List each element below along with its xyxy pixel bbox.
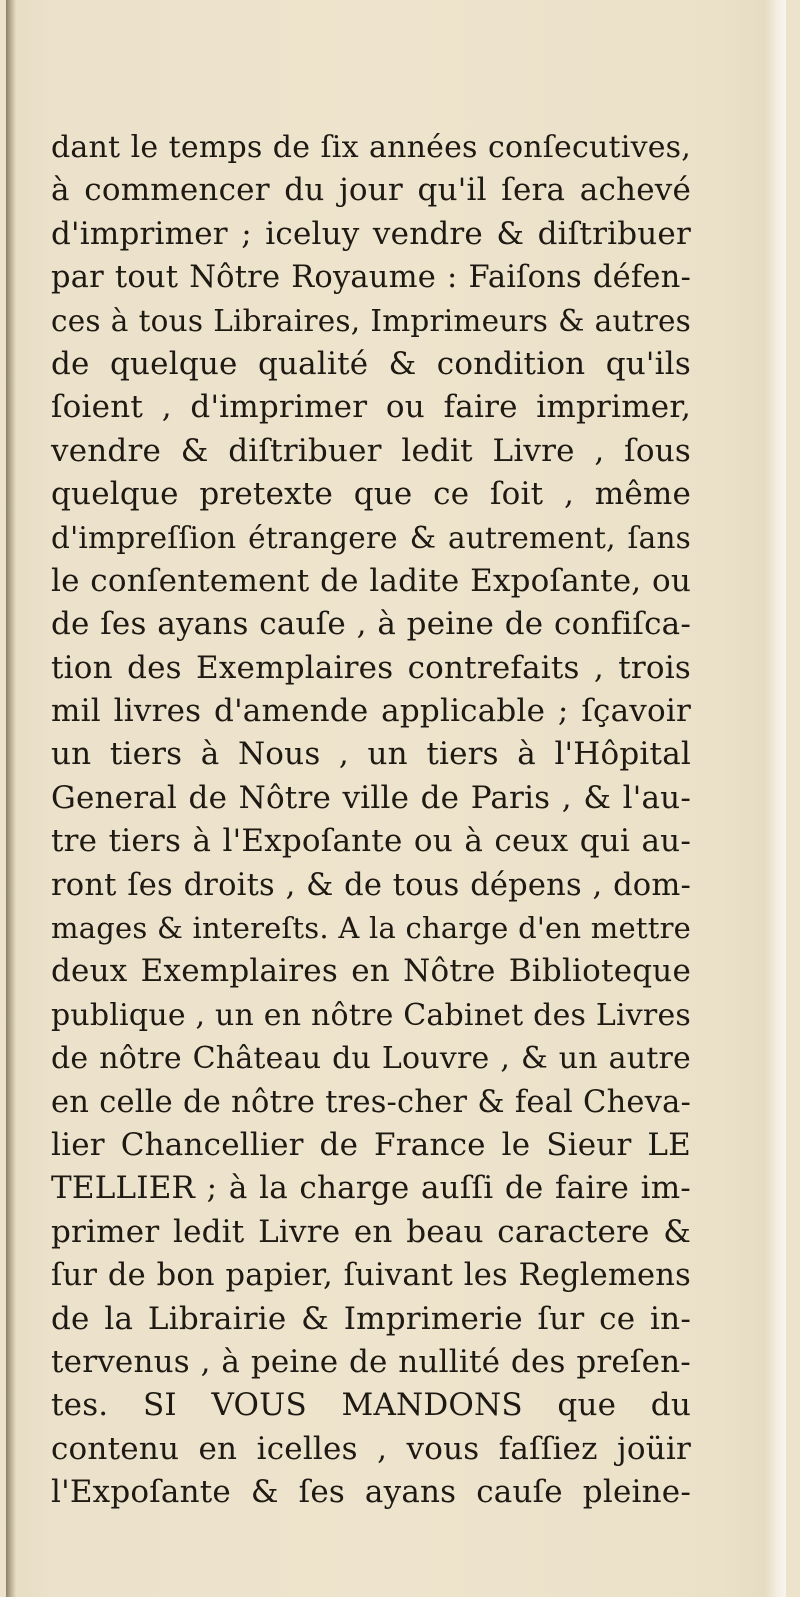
text-line: contenu en icelles , vous faſſiez joüir [51, 1430, 691, 1467]
text-line: en celle de nôtre tres-cher & feal Cheva- [51, 1084, 691, 1120]
text-line: mil livres d'amende applicable ; ſçavoir [51, 693, 691, 730]
text-line: de ſes ayans cauſe , à peine de confiſca- [51, 606, 691, 643]
text-line: ſur de bon papier, ſuivant les Reglemens [51, 1258, 691, 1294]
text-line: à commencer du jour qu'il ſera achevé [51, 172, 691, 209]
text-line: mages & intereſts. A la charge d'en mettre [51, 911, 691, 946]
text-line: l'Expoſante & ſes ayans cauſe pleine- [51, 1474, 691, 1511]
text-line: quelque pretexte que ce ſoit , même [51, 476, 691, 513]
text-line: deux Exemplaires en Nôtre Biblioteque [51, 953, 691, 990]
text-line: d'imprimer ; iceluy vendre & diſtribuer [51, 215, 691, 252]
text-line: par tout Nôtre Royaume : Faiſons défen- [51, 260, 691, 296]
text-line: ſoient , d'imprimer ou faire imprimer, [51, 389, 691, 426]
body-text [51, 126, 691, 1515]
text-line: tion des Exemplaires contrefaits , trois [51, 649, 691, 686]
book-page [6, 0, 786, 1597]
text-line: un tiers à Nous , un tiers à l'Hôpital [51, 736, 691, 773]
text-line: publique , un en nôtre Cabinet des Livres [51, 997, 692, 1033]
text-line: vendre & diſtribuer ledit Livre , ſous [51, 432, 691, 469]
text-line: dant le temps de ſix années conſecutives, [51, 130, 691, 165]
text-line: le conſentement de ladite Expoſante, ou [51, 562, 691, 599]
text-line: tes. SI VOUS MANDONS que du [51, 1387, 691, 1424]
text-line: tre tiers à l'Expoſante ou à ceux qui au- [51, 823, 691, 860]
text-line: ces à tous Libraires, Imprimeurs & autres [51, 303, 691, 338]
text-line: ront ſes droits , & de tous dépens , dom- [51, 867, 691, 903]
text-line: TELLIER ; à la charge auſſi de faire im- [51, 1170, 691, 1207]
text-line: tervenus , à peine de nullité des preſen- [51, 1343, 691, 1380]
page-edge [764, 0, 786, 1597]
text-line: General de Nôtre ville de Paris , & l'au- [51, 779, 691, 816]
text-line: de la Librairie & Imprimerie ſur ce in- [51, 1300, 691, 1337]
text-line: d'impreſſion étrangere & autrement, ſans [51, 520, 691, 555]
text-line: de quelque qualité & condition qu'ils [51, 345, 691, 382]
binding-shadow [6, 0, 16, 1597]
text-line: primer ledit Livre en beau caractere & [51, 1213, 691, 1250]
text-line: lier Chancellier de France le Sieur LE [51, 1126, 691, 1163]
text-line: de nôtre Château du Louvre , & un autre [51, 1041, 691, 1077]
